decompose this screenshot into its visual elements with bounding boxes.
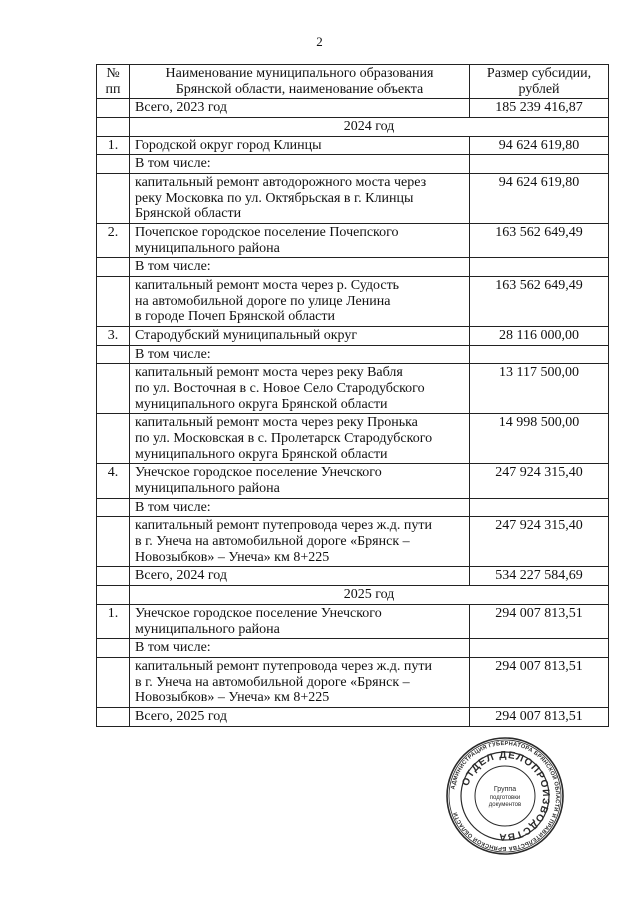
row-amount-cell (470, 155, 609, 174)
row-number-cell (97, 364, 130, 414)
subsidy-table (96, 64, 609, 727)
row-number-cell (97, 155, 130, 174)
row-name-cell: В том числе: (130, 155, 470, 174)
stamp-center-line-1: Группа (493, 786, 517, 793)
row-amount-cell: 294 007 813,51 (470, 604, 609, 638)
header-amount-text: Размер субсидии, рублей (486, 66, 592, 97)
row-name-cell: Всего, 2024 год (130, 567, 470, 586)
row-amount-cell: 94 624 619,80 (470, 136, 609, 155)
table-body (97, 99, 609, 726)
table-row (97, 327, 609, 346)
row-name-cell: капитальный ремонт автодорожного моста через реку Московка по ул. Октябрьская в г. Клинцы Брянской области (130, 174, 470, 224)
row-number-cell (97, 414, 130, 464)
row-amount-cell: 534 227 584,69 (470, 567, 609, 586)
row-number-cell (97, 174, 130, 224)
table-row (97, 174, 609, 224)
table-row (97, 364, 609, 414)
stamp-outer-text: АДМИНИСТРАЦИЯ ГУБЕРНАТОРА БРЯНСКОЙ ОБЛАСТИ И ПРАВИТЕЛЬСТВА БРЯНСКОЙ ОБЛАСТИ (450, 740, 561, 852)
row-amount-cell (470, 498, 609, 517)
row-amount-cell: 247 924 315,40 (470, 464, 609, 498)
row-name-cell: Унечское городское поселение Унечского муниципального района (130, 464, 470, 498)
row-number-cell (97, 258, 130, 277)
row-amount-cell: 185 239 416,87 (470, 99, 609, 118)
table-header (97, 65, 609, 99)
row-number-cell: 1. (97, 604, 130, 638)
page-number: 2 (316, 34, 323, 49)
header-number (97, 65, 130, 99)
row-number-cell (97, 517, 130, 567)
row-name-cell: В том числе: (130, 639, 470, 658)
total-row (97, 99, 609, 118)
row-name-cell: Почепское городское поселение Почепского муниципального района (130, 224, 470, 258)
row-number-cell (97, 99, 130, 118)
table-row (97, 498, 609, 517)
year-row-spacer (97, 118, 130, 137)
row-amount-cell (470, 639, 609, 658)
row-amount-cell (470, 345, 609, 364)
row-amount-cell: 28 116 000,00 (470, 327, 609, 346)
year-row (97, 118, 609, 137)
row-amount-cell: 14 998 500,00 (470, 414, 609, 464)
row-name-cell: капитальный ремонт путепровода через ж.д. пути в г. Унеча на автомобильной дороге «Брянск – Новозыбков» – Унеча» км 8+225 (130, 517, 470, 567)
table-row (97, 639, 609, 658)
row-number-cell: 1. (97, 136, 130, 155)
year-heading: 2025 год (130, 586, 609, 605)
year-heading: 2024 год (130, 118, 609, 137)
table-row (97, 155, 609, 174)
table-row (97, 345, 609, 364)
stamp-inner-text: ОТДЕЛ ДЕЛОПРОИЗВОДСТВА (460, 749, 552, 843)
header-amount (470, 65, 609, 99)
row-amount-cell: 13 117 500,00 (470, 364, 609, 414)
row-name-cell: В том числе: (130, 345, 470, 364)
table-row (97, 258, 609, 277)
row-number-cell (97, 657, 130, 707)
row-amount-cell: 294 007 813,51 (470, 707, 609, 726)
year-row-spacer (97, 586, 130, 605)
row-number-cell: 3. (97, 327, 130, 346)
row-number-cell (97, 707, 130, 726)
row-amount-cell: 247 924 315,40 (470, 517, 609, 567)
row-name-cell: В том числе: (130, 258, 470, 277)
row-number-cell (97, 277, 130, 327)
row-name-cell: В том числе: (130, 498, 470, 517)
row-name-cell: капитальный ремонт моста через р. Судость на автомобильной дороге по улице Ленина в городе Почеп Брянской области (130, 277, 470, 327)
table-row (97, 604, 609, 638)
row-name-cell: капитальный ремонт моста через реку Пронька по ул. Московская в с. Пролетарск Стародубского муниципального округа Брянской области (130, 414, 470, 464)
row-name-cell: Всего, 2023 год (130, 99, 470, 118)
table-row (97, 464, 609, 498)
row-name-cell: Стародубский муниципальный округ (130, 327, 470, 346)
row-number-cell (97, 498, 130, 517)
row-name-cell: Городской округ город Клинцы (130, 136, 470, 155)
row-name-cell: капитальный ремонт моста через реку Вабля по ул. Восточная в с. Новое Село Стародубского муниципального округа Брянской области (130, 364, 470, 414)
row-number-cell: 2. (97, 224, 130, 258)
header-name (130, 65, 470, 99)
row-number-cell: 4. (97, 464, 130, 498)
row-number-cell (97, 639, 130, 658)
row-name-cell: Унечское городское поселение Унечского муниципального района (130, 604, 470, 638)
row-number-cell (97, 567, 130, 586)
stamp-center-line-3: документов (488, 802, 522, 808)
table-row (97, 224, 609, 258)
table-row (97, 657, 609, 707)
table-row (97, 277, 609, 327)
table-row (97, 136, 609, 155)
year-row (97, 586, 609, 605)
office-stamp (446, 737, 564, 855)
header-name-text: Наименование муниципального образования Брянской области, наименование объекта (165, 66, 434, 97)
row-amount-cell (470, 258, 609, 277)
row-amount-cell: 163 562 649,49 (470, 277, 609, 327)
total-row (97, 707, 609, 726)
row-name-cell: Всего, 2025 год (130, 707, 470, 726)
stamp-center-line-2: подготовки (489, 795, 521, 801)
table-row (97, 414, 609, 464)
row-name-cell: капитальный ремонт путепровода через ж.д. пути в г. Унеча на автомобильной дороге «Брянск – Новозыбков» – Унеча» км 8+225 (130, 657, 470, 707)
row-number-cell (97, 345, 130, 364)
header-number-text: № пп (105, 66, 121, 97)
row-amount-cell: 294 007 813,51 (470, 657, 609, 707)
total-row (97, 567, 609, 586)
table-row (97, 517, 609, 567)
row-amount-cell: 94 624 619,80 (470, 174, 609, 224)
row-amount-cell: 163 562 649,49 (470, 224, 609, 258)
